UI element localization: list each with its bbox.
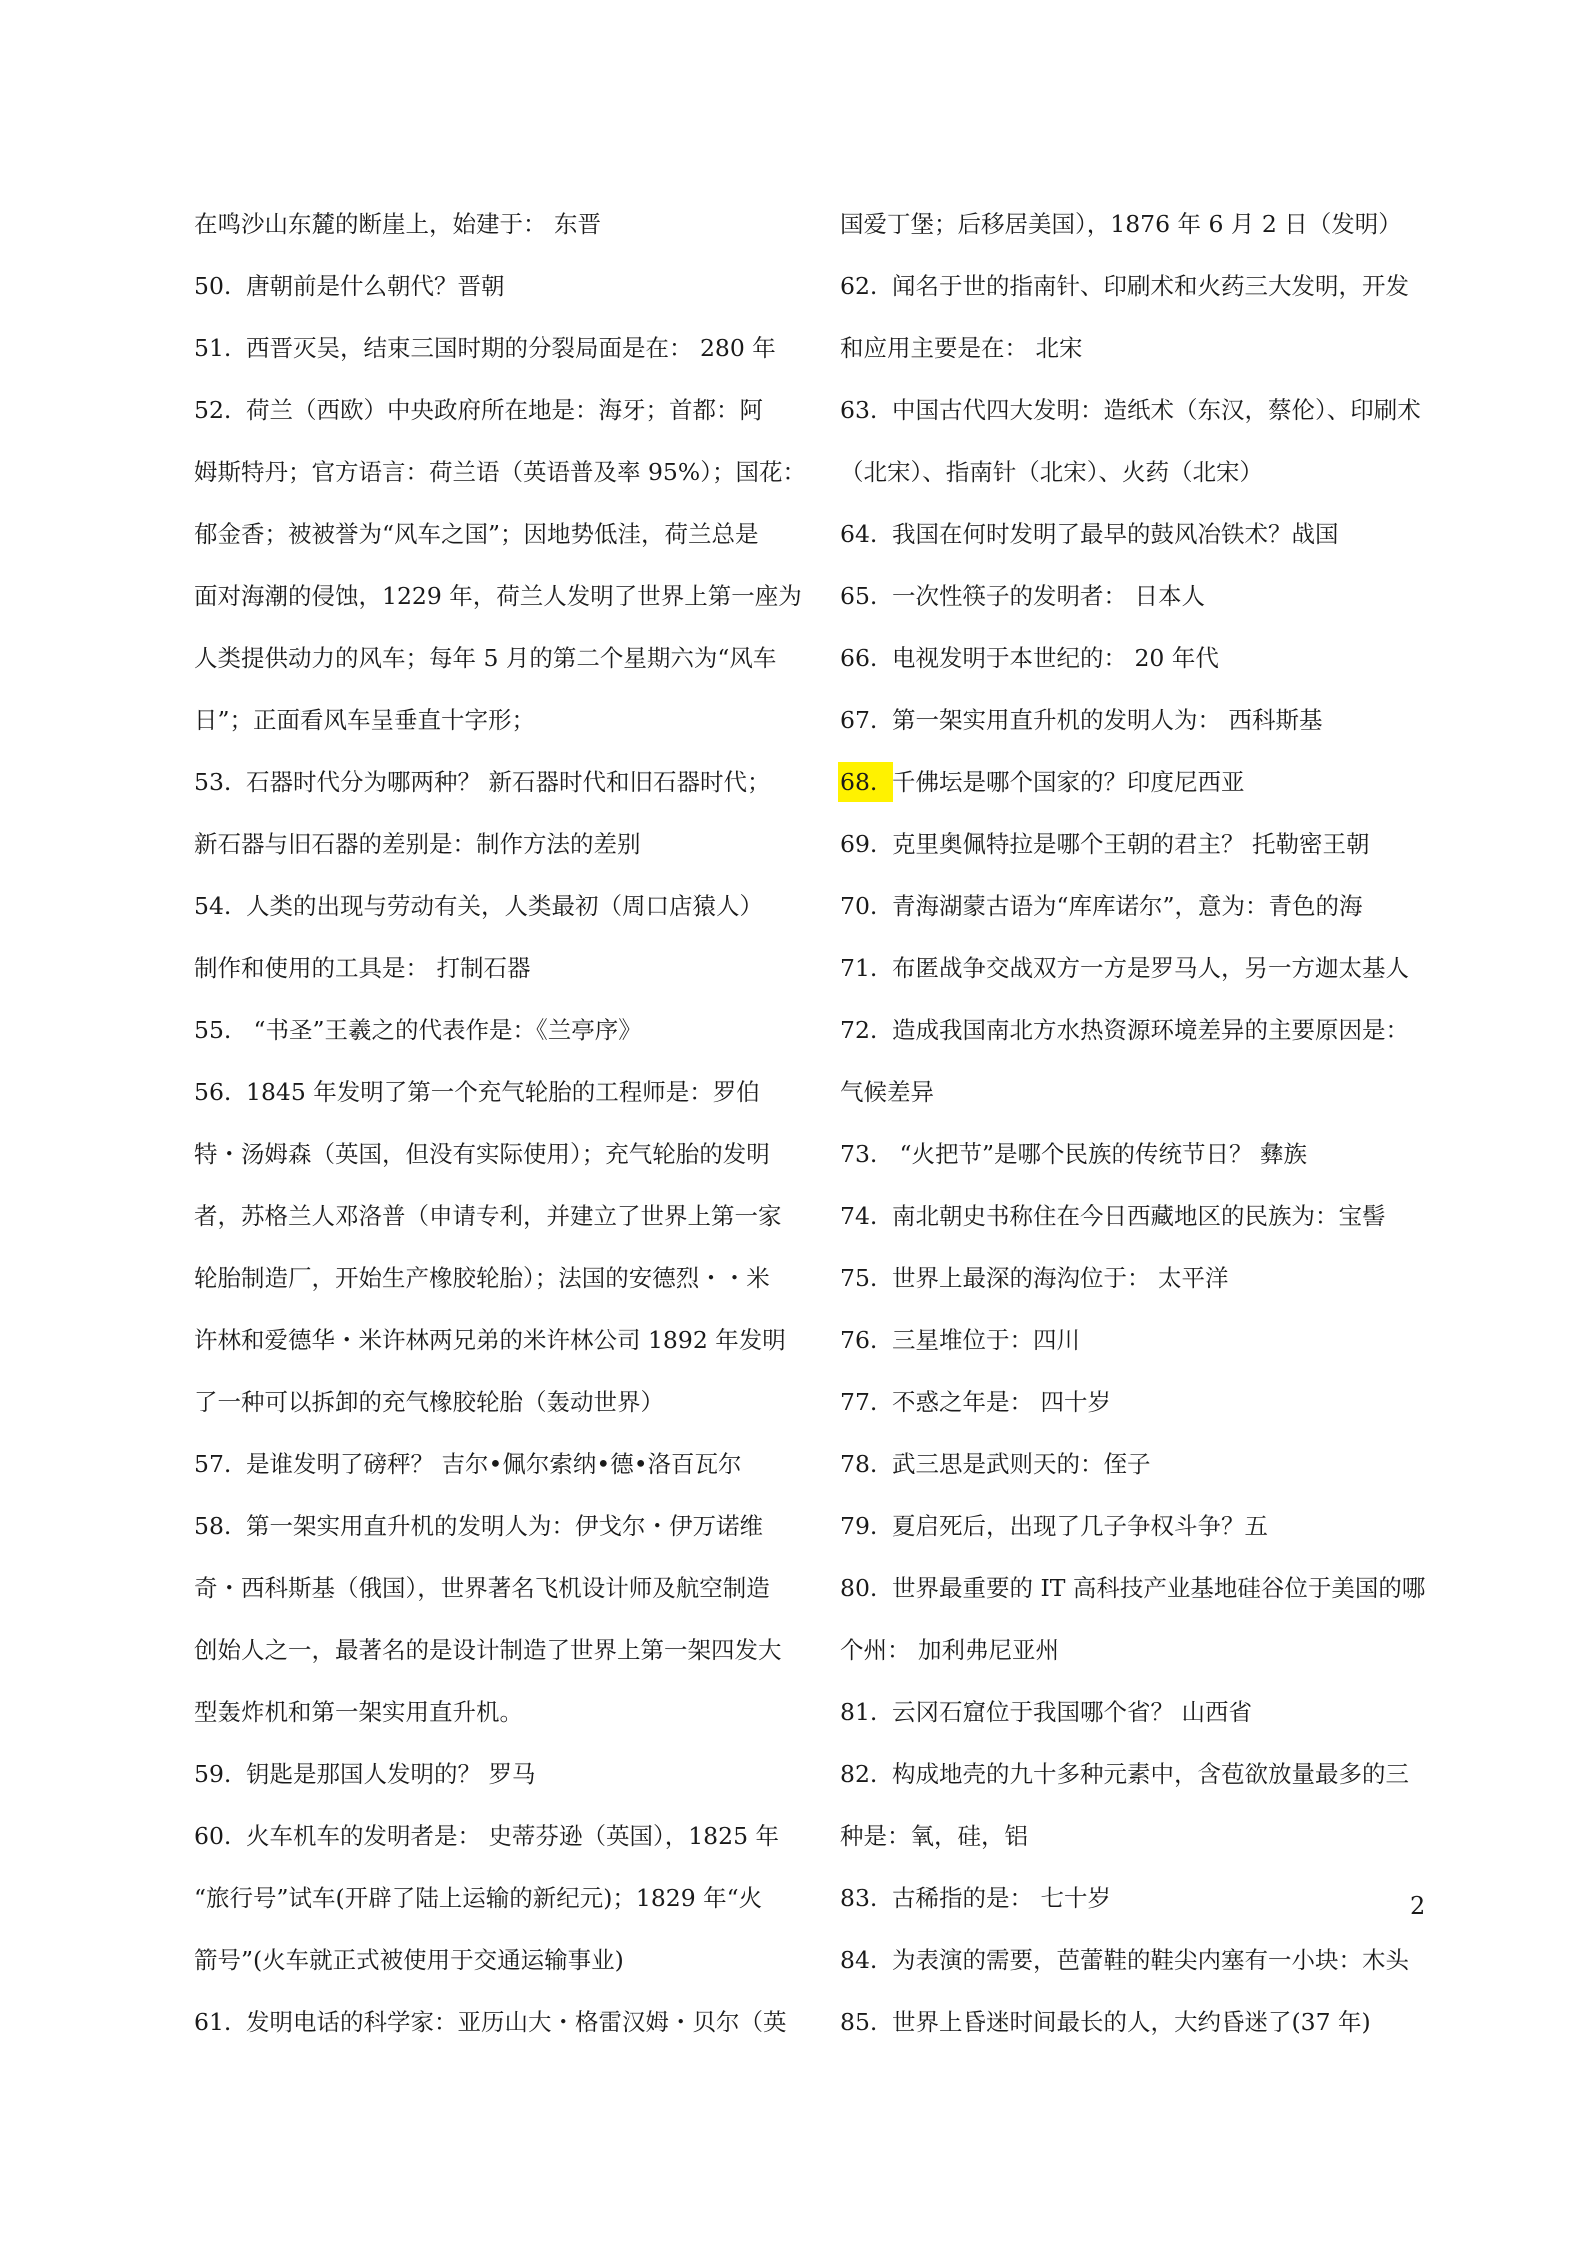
text-line <box>840 824 1465 886</box>
item-text: 中国古代四大发明：造纸术（东汉，蔡伦）、印刷术 <box>892 396 1421 424</box>
item-number: 52. <box>194 396 232 424</box>
text-line <box>840 1258 1465 1320</box>
item-text: 郁金香；被被誉为“风车之国”；因地势低洼，荷兰总是 <box>194 520 759 548</box>
text-line <box>840 1134 1465 1196</box>
text-line <box>194 1878 819 1940</box>
item-text: 是谁发明了磅秤？ 吉尔•佩尔索纳•德•洛百瓦尔 <box>246 1450 742 1478</box>
text-line <box>194 204 819 266</box>
item-text: 为表演的需要，芭蕾鞋的鞋尖内塞有一小块：木头 <box>892 1946 1409 1974</box>
item-text: 我国在何时发明了最早的鼓风冶铁术？战国 <box>892 520 1339 548</box>
item-text: 国爱丁堡；后移居美国），1876 年 6 月 2 日（发明） <box>840 210 1402 238</box>
item-text: 日”；正面看风车呈垂直十字形； <box>194 706 536 734</box>
text-line <box>194 1692 819 1754</box>
item-text: 种是：氧，硅，铝 <box>840 1822 1028 1850</box>
item-number: 57. <box>194 1450 232 1478</box>
item-text: 世界上昏迷时间最长的人，大约昏迷了(37 年) <box>892 2008 1371 2036</box>
item-number: 55. <box>194 1016 232 1044</box>
item-number: 51. <box>194 334 232 362</box>
item-text: 布匿战争交战双方一方是罗马人，另一方迦太基人 <box>892 954 1409 982</box>
text-line <box>840 948 1465 1010</box>
item-text: 许林和爱德华・米许林两兄弟的米许林公司 1892 年发明 <box>194 1326 786 1354</box>
item-text: 云冈石窟位于我国哪个省？ 山西省 <box>892 1698 1252 1726</box>
text-line <box>194 1940 819 2002</box>
text-line <box>194 1630 819 1692</box>
text-line <box>194 1816 819 1878</box>
text-line <box>840 1444 1465 1506</box>
item-text: 人类提供动力的风车；每年 5 月的第二个星期六为“风车 <box>194 644 777 672</box>
text-line <box>840 204 1465 266</box>
item-text: 和应用主要是在： 北宋 <box>840 334 1083 362</box>
text-line <box>194 328 819 390</box>
text-line <box>840 576 1465 638</box>
item-number: 65. <box>840 582 878 610</box>
item-number: 62. <box>840 272 878 300</box>
text-line <box>194 1320 819 1382</box>
text-line <box>840 762 1465 824</box>
item-text: 古稀指的是： 七十岁 <box>892 1884 1111 1912</box>
text-line <box>194 1072 819 1134</box>
item-text: 型轰炸机和第一架实用直升机。 <box>194 1698 523 1726</box>
item-number: 63. <box>840 396 878 424</box>
item-text: 荷兰（西欧）中央政府所在地是：海牙；首都：阿 <box>246 396 763 424</box>
text-line <box>840 1010 1465 1072</box>
text-line <box>194 1010 819 1072</box>
item-text: 火车机车的发明者是： 史蒂芬逊（英国），1825 年 <box>246 1822 779 1850</box>
text-line <box>194 886 819 948</box>
item-number: 72. <box>840 1016 878 1044</box>
item-text: 青海湖蒙古语为“库库诺尔”，意为：青色的海 <box>892 892 1363 920</box>
item-text: 1845 年发明了第一个充气轮胎的工程师是：罗伯 <box>246 1078 760 1106</box>
item-text: 克里奥佩特拉是哪个王朝的君主？ 托勒密王朝 <box>892 830 1370 858</box>
text-line <box>840 886 1465 948</box>
text-line <box>840 1878 1465 1940</box>
text-line <box>194 638 819 700</box>
text-line <box>194 1258 819 1320</box>
item-number: 79. <box>840 1512 878 1540</box>
item-number: 54. <box>194 892 232 920</box>
text-line <box>840 1506 1465 1568</box>
item-text: “旅行号”试车(开辟了陆上运输的新纪元)；1829 年“火 <box>194 1884 763 1912</box>
item-text: 三星堆位于：四川 <box>892 1326 1080 1354</box>
item-number: 53. <box>194 768 232 796</box>
text-line <box>194 576 819 638</box>
item-number: 60. <box>194 1822 232 1850</box>
item-number: 71. <box>840 954 878 982</box>
item-text: 了一种可以拆卸的充气橡胶轮胎（轰动世界） <box>194 1388 664 1416</box>
item-text: 石器时代分为哪两种？ 新石器时代和旧石器时代； <box>246 768 771 796</box>
highlight-mark: 68. <box>838 762 893 802</box>
item-number: 81. <box>840 1698 878 1726</box>
text-line <box>194 700 819 762</box>
item-number: 77. <box>840 1388 878 1416</box>
item-text: 南北朝史书称住在今日西藏地区的民族为：宝髻 <box>892 1202 1386 1230</box>
item-text: 构成地壳的九十多种元素中，含苞欲放量最多的三 <box>892 1760 1409 1788</box>
item-number: 75. <box>840 1264 878 1292</box>
text-line <box>840 328 1465 390</box>
item-number: 80. <box>840 1574 878 1602</box>
text-line <box>194 1382 819 1444</box>
text-line <box>840 1940 1465 2002</box>
text-line <box>194 390 819 452</box>
text-line <box>840 1072 1465 1134</box>
text-line <box>840 514 1465 576</box>
item-text: 第一架实用直升机的发明人为：伊戈尔・伊万诺维 <box>246 1512 763 1540</box>
text-line <box>194 452 819 514</box>
item-text: 人类的出现与劳动有关，人类最初（周口店猿人） <box>246 892 763 920</box>
text-line <box>840 638 1465 700</box>
text-line <box>194 514 819 576</box>
item-text: 千佛坛是哪个国家的？印度尼西亚 <box>892 768 1245 796</box>
item-text: 轮胎制造厂，开始生产橡胶轮胎）；法国的安德烈・・米 <box>194 1264 770 1292</box>
item-text: 面对海潮的侵蚀，1229 年，荷兰人发明了世界上第一座为 <box>194 582 802 610</box>
item-text: 钥匙是那国人发明的？ 罗马 <box>246 1760 536 1788</box>
item-number: 67. <box>840 706 878 734</box>
item-text: “火把节”是哪个民族的传统节日？ 彝族 <box>892 1140 1307 1168</box>
text-line <box>840 700 1465 762</box>
item-text: “书圣”王羲之的代表作是：《兰亭序》 <box>246 1016 642 1044</box>
item-number: 58. <box>194 1512 232 1540</box>
item-text: 造成我国南北方水热资源环境差异的主要原因是： <box>892 1016 1409 1044</box>
item-number: 56. <box>194 1078 232 1106</box>
item-text: 箭号”(火车就正式被使用于交通运输事业) <box>194 1946 624 1974</box>
right-column <box>840 204 1465 2064</box>
item-text: （北宋）、指南针（北宋）、火药（北宋） <box>840 458 1263 486</box>
item-number: 82. <box>840 1760 878 1788</box>
item-text: 个州： 加利弗尼亚州 <box>840 1636 1059 1664</box>
item-number: 69. <box>840 830 878 858</box>
text-line <box>194 1506 819 1568</box>
text-line <box>840 1692 1465 1754</box>
text-line <box>194 1134 819 1196</box>
text-line <box>194 824 819 886</box>
item-text: 夏启死后，出现了几子争权斗争？五 <box>892 1512 1268 1540</box>
item-number: 70. <box>840 892 878 920</box>
left-column <box>194 204 819 2064</box>
item-text: 在鸣沙山东麓的断崖上，始建于： 东晋 <box>194 210 601 238</box>
item-text: 闻名于世的指南针、印刷术和火药三大发明，开发 <box>892 272 1409 300</box>
item-number: 61. <box>194 2008 232 2036</box>
item-text: 西晋灭吴，结束三国时期的分裂局面是在： 280 年 <box>246 334 776 362</box>
item-number: 84. <box>840 1946 878 1974</box>
item-text: 世界上最深的海沟位于： 太平洋 <box>892 1264 1229 1292</box>
item-number: 50. <box>194 272 232 300</box>
item-text: 发明电话的科学家：亚历山大・格雷汉姆・贝尔（英 <box>246 2008 787 2036</box>
text-line <box>194 1196 819 1258</box>
item-number: 74. <box>840 1202 878 1230</box>
text-line <box>194 266 819 328</box>
page-number: 2 <box>1410 1892 1426 1920</box>
item-number: 83. <box>840 1884 878 1912</box>
item-text: 电视发明于本世纪的： 20 年代 <box>892 644 1219 672</box>
text-line <box>194 1444 819 1506</box>
text-line <box>840 1196 1465 1258</box>
text-line <box>194 1568 819 1630</box>
text-line <box>840 266 1465 328</box>
item-text: 一次性筷子的发明者： 日本人 <box>892 582 1205 610</box>
item-number: 73. <box>840 1140 878 1168</box>
text-line <box>840 1320 1465 1382</box>
item-text: 第一架实用直升机的发明人为： 西科斯基 <box>892 706 1323 734</box>
text-line <box>840 1754 1465 1816</box>
item-text: 特・汤姆森（英国，但没有实际使用）；充气轮胎的发明 <box>194 1140 770 1168</box>
text-line <box>194 948 819 1010</box>
text-line <box>840 1568 1465 1630</box>
item-text: 气候差异 <box>840 1078 934 1106</box>
item-text: 姆斯特丹；官方语言：荷兰语（英语普及率 95%）；国花： <box>194 458 806 486</box>
text-line <box>840 1382 1465 1444</box>
item-text: 不惑之年是： 四十岁 <box>892 1388 1111 1416</box>
item-number <box>840 762 892 802</box>
text-line <box>840 1816 1465 1878</box>
item-number: 78. <box>840 1450 878 1478</box>
text-line <box>840 390 1465 452</box>
item-text: 唐朝前是什么朝代？晋朝 <box>246 272 505 300</box>
item-text: 武三思是武则天的：侄子 <box>892 1450 1151 1478</box>
item-number: 85. <box>840 2008 878 2036</box>
item-text: 制作和使用的工具是： 打制石器 <box>194 954 531 982</box>
item-text: 创始人之一，最著名的是设计制造了世界上第一架四发大 <box>194 1636 782 1664</box>
text-line <box>194 2002 819 2064</box>
item-text: 新石器与旧石器的差别是：制作方法的差别 <box>194 830 641 858</box>
item-number: 59. <box>194 1760 232 1788</box>
item-text: 奇・西科斯基（俄国），世界著名飞机设计师及航空制造 <box>194 1574 770 1602</box>
item-text: 世界最重要的 IT 高科技产业基地硅谷位于美国的哪 <box>892 1574 1426 1602</box>
text-line <box>840 1630 1465 1692</box>
item-number: 76. <box>840 1326 878 1354</box>
text-line <box>840 452 1465 514</box>
text-line <box>194 1754 819 1816</box>
text-line <box>840 2002 1465 2064</box>
item-number: 66. <box>840 644 878 672</box>
item-text: 者，苏格兰人邓洛普（申请专利，并建立了世界上第一家 <box>194 1202 782 1230</box>
text-line <box>194 762 819 824</box>
item-number: 64. <box>840 520 878 548</box>
